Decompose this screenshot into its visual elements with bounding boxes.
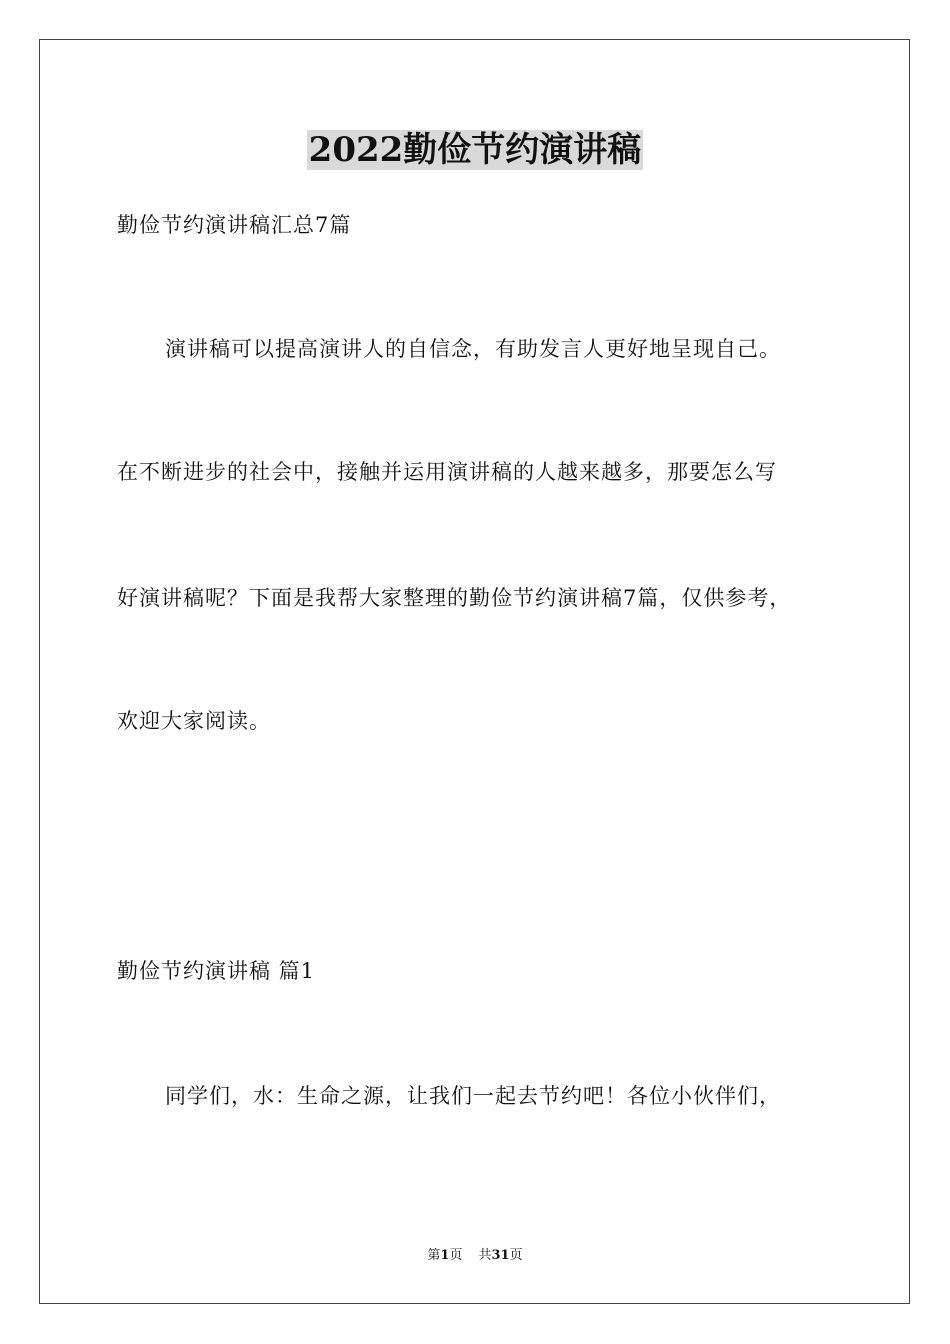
section-first-line: 同学们，水：生命之源，让我们一起去节约吧！各位小伙伴们， — [165, 1084, 781, 1108]
section-heading: 勤俭节约演讲稿 篇1 — [117, 959, 316, 983]
document-title — [0, 128, 950, 172]
document-subtitle: 勤俭节约演讲稿汇总7篇 — [117, 213, 352, 237]
footer-page-suffix: 页 — [449, 1248, 463, 1263]
page-footer — [0, 1247, 950, 1265]
document-title-text: 2022勤俭节约演讲稿 — [308, 130, 642, 170]
intro-line-4: 欢迎大家阅读。 — [117, 709, 271, 733]
footer-page-prefix: 第 — [427, 1248, 441, 1263]
footer-page-number: 1 — [440, 1248, 450, 1263]
intro-line-3: 好演讲稿呢？下面是我帮大家整理的勤俭节约演讲稿7篇，仅供参考， — [117, 586, 792, 610]
footer-total-number: 31 — [491, 1248, 510, 1263]
footer-total-suffix: 页 — [509, 1248, 523, 1263]
footer-total-prefix: 共 — [478, 1248, 492, 1263]
intro-line-2: 在不断进步的社会中，接触并运用演讲稿的人越来越多，那要怎么写 — [117, 460, 777, 484]
intro-line-1: 演讲稿可以提高演讲人的自信念，有助发言人更好地呈现自己。 — [165, 337, 781, 361]
